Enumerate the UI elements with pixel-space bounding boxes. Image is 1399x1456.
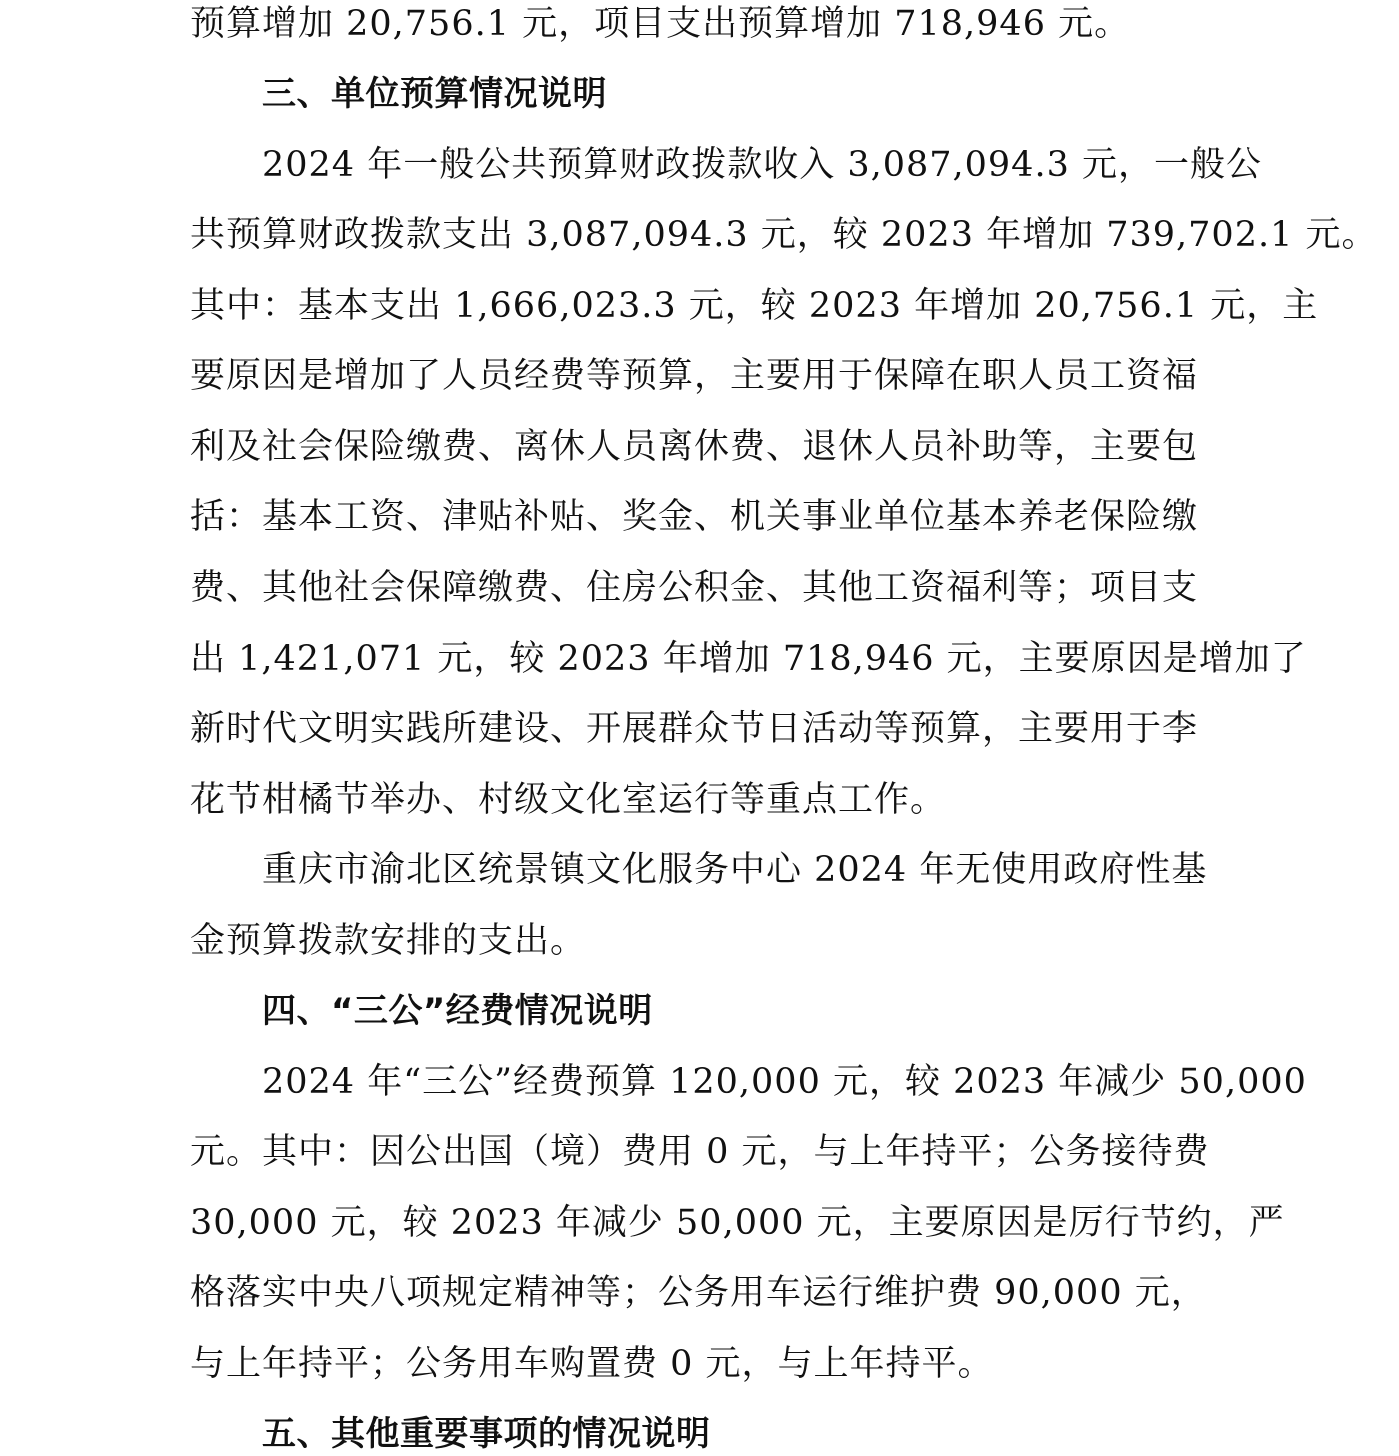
paragraph-line: 2024 年“三公”经费预算 120,000 元，较 2023 年减少 50,000 — [262, 1062, 1307, 1102]
section-heading-three-public-expenses: 四、“三公”经费情况说明 — [262, 991, 653, 1031]
paragraph-line: 元。其中：因公出国（境）费用 0 元，与上年持平；公务接待费 — [190, 1132, 1210, 1172]
paragraph-line: 括：基本工资、津贴补贴、奖金、机关事业单位基本养老保险缴 — [190, 497, 1199, 537]
paragraph-line: 与上年持平；公务用车购置费 0 元，与上年持平。 — [190, 1344, 994, 1384]
paragraph-line: 新时代文明实践所建设、开展群众节日活动等预算，主要用于李 — [190, 709, 1199, 749]
paragraph-line: 重庆市渝北区统景镇文化服务中心 2024 年无使用政府性基 — [262, 850, 1208, 890]
paragraph-line: 30,000 元，较 2023 年减少 50,000 元，主要原因是厉行节约，严 — [190, 1203, 1285, 1243]
paragraph-line: 出 1,421,071 元，较 2023 年增加 718,946 元，主要原因是增加了 — [190, 639, 1307, 679]
paragraph-line: 2024 年一般公共预算财政拨款收入 3,087,094.3 元，一般公 — [262, 145, 1262, 185]
section-heading-unit-budget: 三、单位预算情况说明 — [262, 74, 607, 114]
paragraph-line: 费、其他社会保障缴费、住房公积金、其他工资福利等；项目支 — [190, 568, 1199, 608]
paragraph-line: 共预算财政拨款支出 3,087,094.3 元，较 2023 年增加 739,702.1 元。 — [190, 215, 1378, 255]
paragraph-line: 利及社会保险缴费、离休人员离休费、退休人员补助等，主要包 — [190, 427, 1199, 467]
paragraph-line: 要原因是增加了人员经费等预算，主要用于保障在职人员工资福 — [190, 356, 1199, 396]
paragraph-line: 格落实中央八项规定精神等；公务用车运行维护费 90,000 元， — [190, 1273, 1207, 1313]
paragraph-line: 金预算拨款安排的支出。 — [190, 921, 587, 961]
paragraph-line: 其中：基本支出 1,666,023.3 元，较 2023 年增加 20,756.1 元，主 — [190, 286, 1319, 326]
paragraph-line: 预算增加 20,756.1 元，项目支出预算增加 718,946 元。 — [190, 4, 1131, 44]
section-heading-other-matters: 五、其他重要事项的情况说明 — [262, 1414, 711, 1454]
paragraph-line: 花节柑橘节举办、村级文化室运行等重点工作。 — [190, 780, 947, 820]
